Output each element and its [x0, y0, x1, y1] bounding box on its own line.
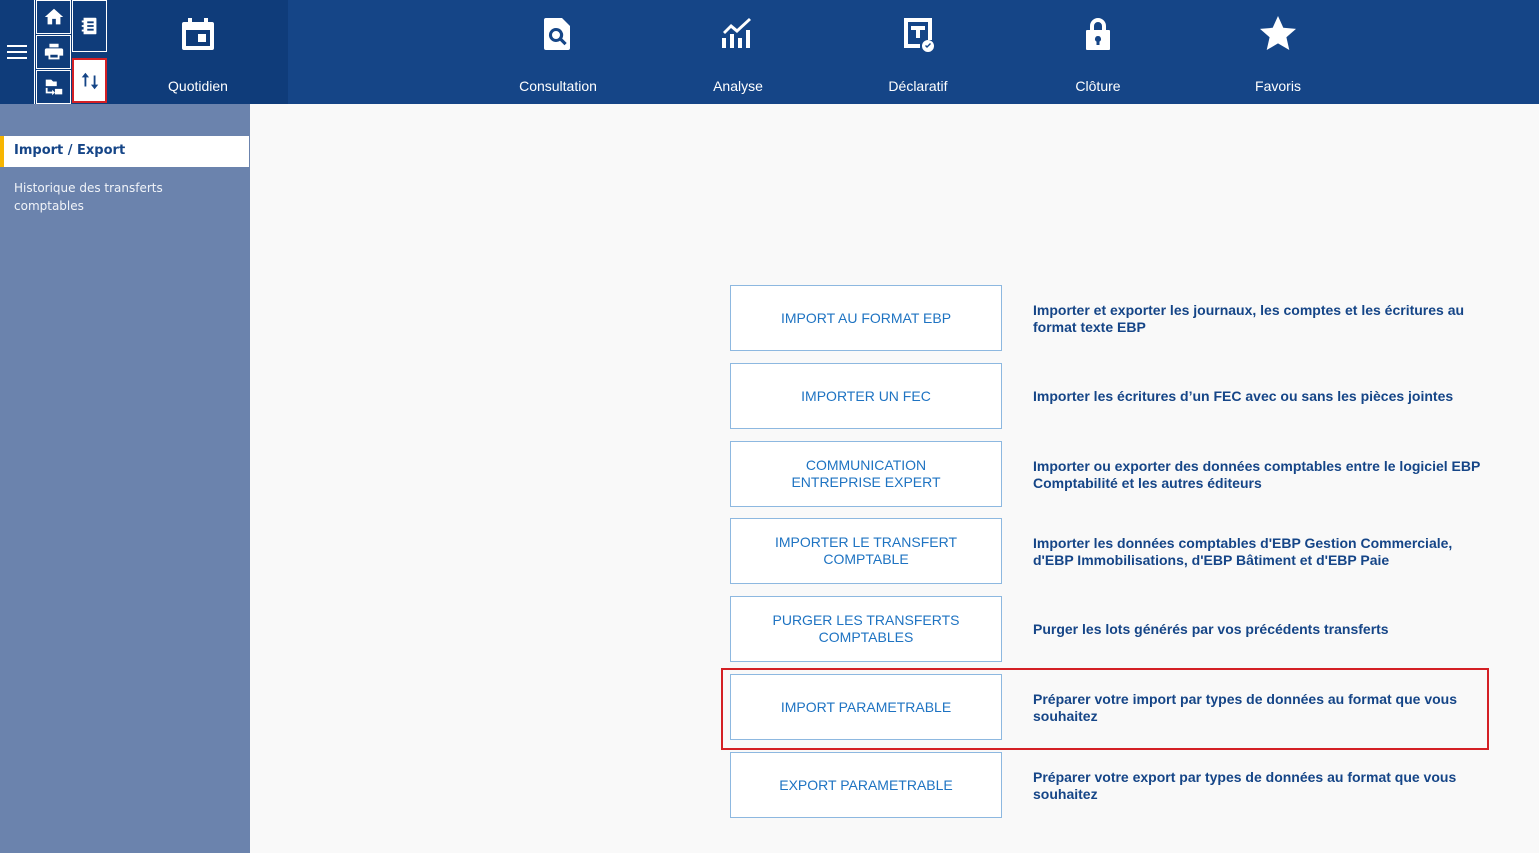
purger-transferts-button[interactable]: PURGER LES TRANSFERTS COMPTABLES: [730, 596, 1002, 662]
tax-document-icon: [898, 14, 938, 54]
importer-transfert-comptable-button[interactable]: IMPORTER LE TRANSFERT COMPTABLE: [730, 518, 1002, 584]
contacts-button[interactable]: [72, 0, 107, 52]
export-parametrable-description: Préparer votre export par types de données au format que vous souhaitez: [1033, 769, 1457, 802]
nav-label-cloture: Clôture: [1075, 78, 1121, 94]
sidebar-item-import-export[interactable]: Import / Export: [0, 136, 249, 167]
printer-icon: [43, 41, 65, 63]
import-format-ebp-button[interactable]: IMPORT AU FORMAT EBP: [730, 285, 1002, 351]
communication-entreprise-expert-description: Importer ou exporter des données comptables entre le logiciel EBP Comptabilité et les autres éditeurs: [1033, 458, 1481, 491]
importer-fec-description: Importer les écritures d’un FEC avec ou sans les pièces jointes: [1033, 388, 1454, 404]
importer-transfert-comptable-description: Importer les données comptables d'EBP Gestion Commerciale, d'EBP Immobilisations, d'EBP Bâtiment et d'EBP Paie: [1033, 535, 1453, 568]
hamburger-menu-icon: [7, 51, 27, 53]
top-navigation-bar: [0, 0, 1539, 104]
lock-icon: [1078, 14, 1118, 54]
star-icon: [1258, 14, 1298, 54]
nav-consultation[interactable]: [468, 0, 648, 104]
nav-declaratif[interactable]: [828, 0, 1008, 104]
import-export-button[interactable]: [72, 58, 107, 103]
import-export-arrows-icon: [79, 70, 101, 92]
nav-quotidien[interactable]: [108, 0, 288, 104]
nav-label-analyse: Analyse: [713, 78, 763, 94]
import-parametrable-button[interactable]: IMPORT PARAMETRABLE: [730, 674, 1002, 740]
nav-label-consultation: Consultation: [519, 78, 597, 94]
home-button[interactable]: [36, 0, 71, 34]
nav-favoris[interactable]: [1188, 0, 1368, 104]
purger-transferts-description: Purger les lots générés par vos précédents transferts: [1033, 621, 1389, 637]
nav-cloture[interactable]: [1008, 0, 1188, 104]
chart-icon: [718, 14, 758, 54]
print-button[interactable]: [36, 35, 71, 69]
nav-label-quotidien: Quotidien: [168, 78, 228, 94]
home-icon: [43, 6, 65, 28]
nav-label-favoris: Favoris: [1255, 78, 1301, 94]
transfer-swap-icon: [43, 76, 65, 98]
nav-analyse[interactable]: [648, 0, 828, 104]
transfer-button[interactable]: [36, 70, 71, 104]
sidebar-item-historique[interactable]: Historique des transferts comptables: [14, 181, 163, 213]
search-document-icon: [538, 14, 578, 54]
quick-access-grid: [0, 0, 108, 104]
calendar-icon: [178, 14, 218, 54]
menu-toggle-button[interactable]: [0, 0, 35, 104]
communication-entreprise-expert-button[interactable]: COMMUNICATION ENTREPRISE EXPERT: [730, 441, 1002, 507]
export-parametrable-button[interactable]: EXPORT PARAMETRABLE: [730, 752, 1002, 818]
sidebar: [0, 104, 250, 853]
import-parametrable-description: Préparer votre import par types de données au format que vous souhaitez: [1033, 691, 1457, 724]
contacts-book-icon: [79, 15, 101, 37]
importer-fec-button[interactable]: IMPORTER UN FEC: [730, 363, 1002, 429]
nav-label-declaratif: Déclaratif: [888, 78, 948, 94]
import-format-ebp-description: Importer et exporter les journaux, les comptes et les écritures au format texte EBP: [1033, 302, 1465, 335]
